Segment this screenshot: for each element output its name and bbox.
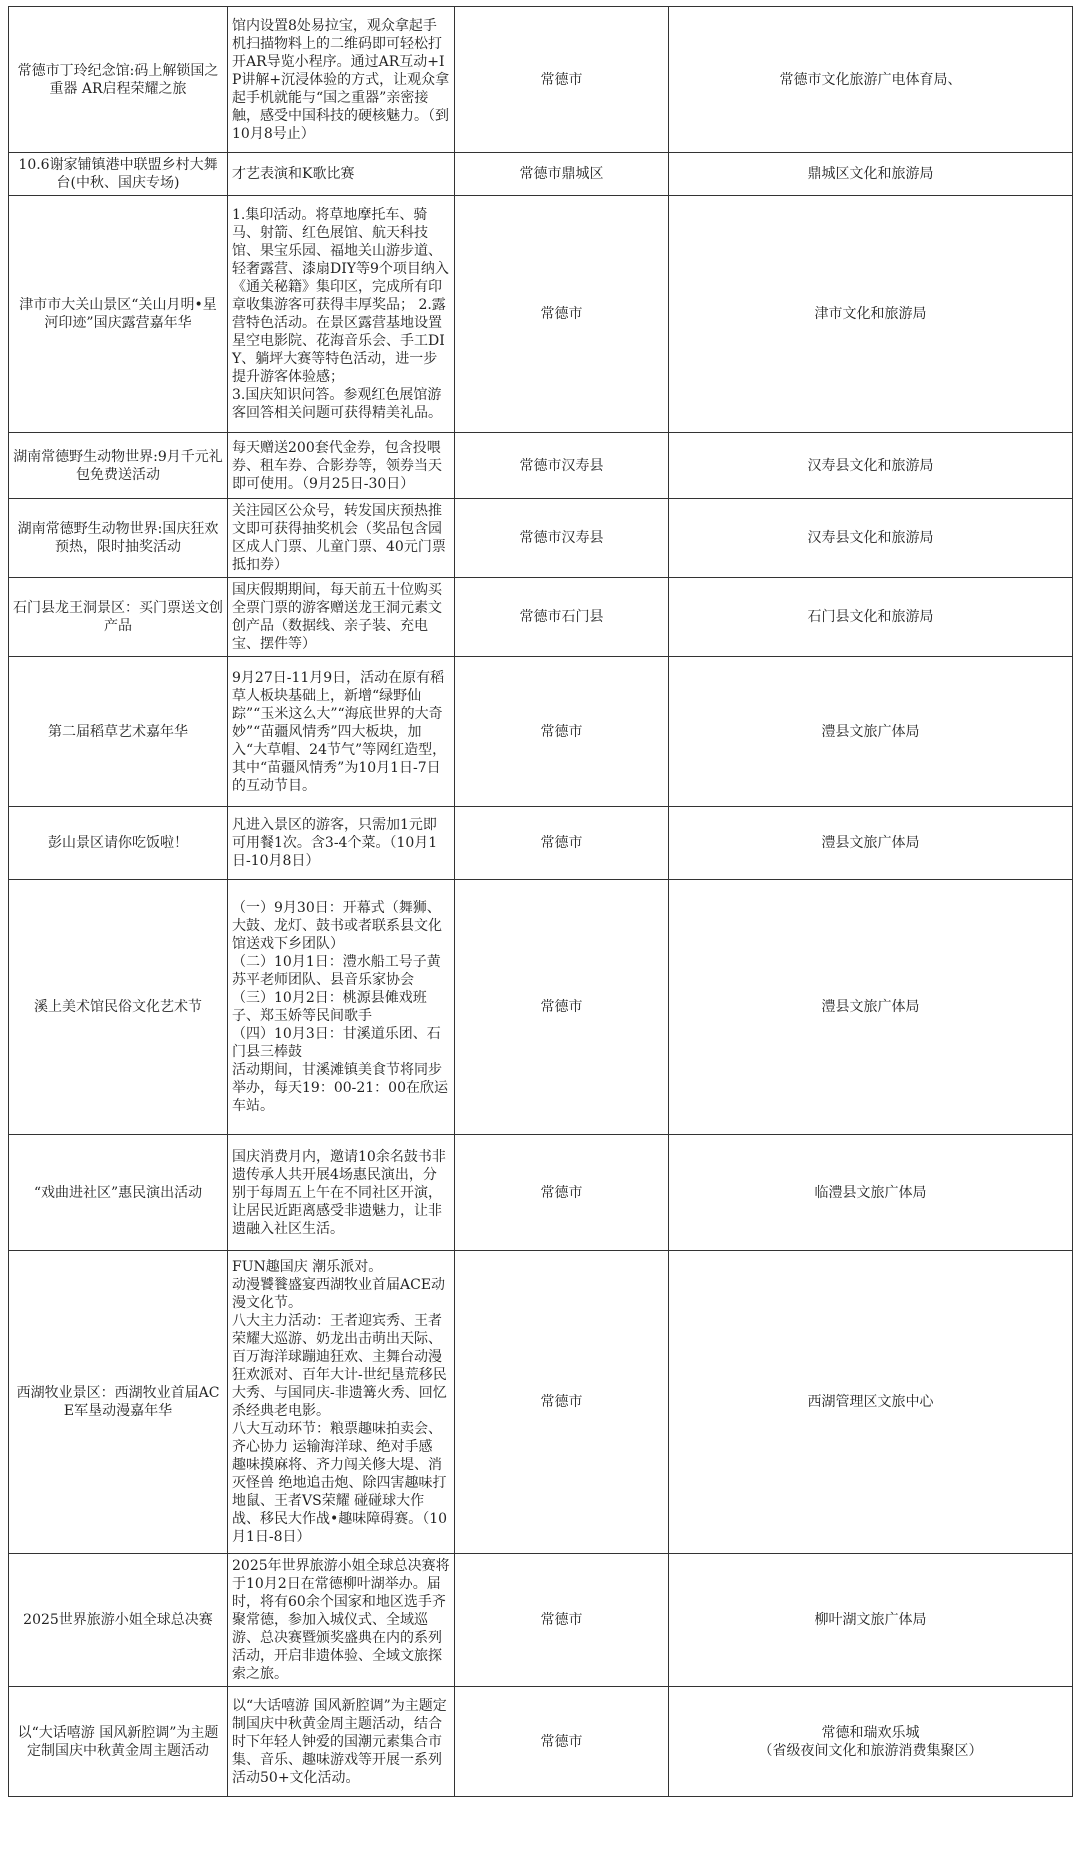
event-description-cell: 馆内设置8处易拉宝，观众拿起手机扫描物料上的二维码即可轻松打开AR导览小程序。通过AR互动+IP讲解+沉浸体验的方式，让观众拿起手机就能与“国之重器”亲密接触，感受中国科技的硬核魅力。（到10月8号止） — [228, 7, 455, 153]
events-table-body — [9, 7, 1073, 1797]
event-location-cell: 常德市 — [455, 1135, 669, 1251]
event-name-cell: 湖南常德野生动物世界:国庆狂欢预热，限时抽奖活动 — [9, 499, 228, 578]
table-row — [9, 153, 1073, 196]
organizer-cell: 临澧县文旅广体局 — [669, 1135, 1073, 1251]
event-location-cell: 常德市石门县 — [455, 578, 669, 657]
table-row — [9, 433, 1073, 499]
table-row — [9, 657, 1073, 807]
event-description-cell: 2025年世界旅游小姐全球总决赛将于10月2日在常德柳叶湖举办。届时，将有60余个国家和地区选手齐聚常德，参加入城仪式、全域巡游、总决赛暨颁奖盛典在内的系列活动，开启非遗体验、全域文旅探索之旅。 — [228, 1554, 455, 1687]
event-name-cell: 彭山景区请你吃饭啦！ — [9, 807, 228, 880]
organizer-cell: 常德和瑞欢乐城 （省级夜间文化和旅游消费集聚区） — [669, 1687, 1073, 1797]
table-row — [9, 1687, 1073, 1797]
table-row — [9, 1554, 1073, 1687]
event-location-cell: 常德市 — [455, 196, 669, 433]
table-row — [9, 807, 1073, 880]
organizer-cell: 西湖管理区文旅中心 — [669, 1251, 1073, 1554]
event-description-cell: 国庆消费月内，邀请10余名鼓书非遗传承人共开展4场惠民演出，分别于每周五上午在不同社区开演，让居民近距离感受非遗魅力，让非遗融入社区生活。 — [228, 1135, 455, 1251]
organizer-cell: 津市文化和旅游局 — [669, 196, 1073, 433]
organizer-cell: 汉寿县文化和旅游局 — [669, 499, 1073, 578]
event-location-cell: 常德市汉寿县 — [455, 499, 669, 578]
organizer-cell: 常德市文化旅游广电体育局、 — [669, 7, 1073, 153]
event-name-cell: 常德市丁玲纪念馆:码上解锁国之重器 AR启程荣耀之旅 — [9, 7, 228, 153]
organizer-cell: 澧县文旅广体局 — [669, 880, 1073, 1135]
organizer-cell: 澧县文旅广体局 — [669, 807, 1073, 880]
organizer-cell: 石门县文化和旅游局 — [669, 578, 1073, 657]
event-location-cell: 常德市 — [455, 807, 669, 880]
event-location-cell: 常德市汉寿县 — [455, 433, 669, 499]
event-description-cell: 以“大话嘻游 国风新腔调”为主题定制国庆中秋黄金周主题活动，结合时下年轻人钟爱的国潮元素集合市集、音乐、趣味游戏等开展一系列活动50+文化活动。 — [228, 1687, 455, 1797]
event-location-cell: 常德市 — [455, 7, 669, 153]
event-description-cell: 每天赠送200套代金券，包含投喂券、租车券、合影券等，领券当天即可使用。（9月25日-30日） — [228, 433, 455, 499]
event-description-cell: 凡进入景区的游客，只需加1元即可用餐1次。含3-4个菜。（10月1日-10月8日） — [228, 807, 455, 880]
table-row — [9, 578, 1073, 657]
table-row — [9, 1251, 1073, 1554]
event-location-cell: 常德市 — [455, 657, 669, 807]
event-description-cell: （一）9月30日：开幕式（舞狮、大鼓、龙灯、鼓书或者联系县文化馆送戏下乡团队） （二）10月1日：澧水船工号子黄苏平老师团队、县音乐家协会 （三）10月2日：桃源县傩戏班子、郑玉娇等民间歌手 （四）10月3日：甘溪道乐团、石门县三棒鼓 活动期间，甘溪滩镇美食节将同步举办，每天19：00-21：00在欣运车站。 — [228, 880, 455, 1135]
event-location-cell: 常德市 — [455, 1251, 669, 1554]
event-description-cell: 关注园区公众号，转发国庆预热推文即可获得抽奖机会（奖品包含园区成人门票、儿童门票、40元门票抵扣券） — [228, 499, 455, 578]
event-name-cell: 2025世界旅游小姐全球总决赛 — [9, 1554, 228, 1687]
event-location-cell: 常德市 — [455, 880, 669, 1135]
event-description-cell: FUN趣国庆 潮乐派对。 动漫饕餮盛宴西湖牧业首届ACE动漫文化节。 八大主力活动：王者迎宾秀、王者荣耀大巡游、奶龙出击萌出天际、百万海洋球蹦迪狂欢、主舞台动漫狂欢派对、百年大计-世纪垦荒移民大秀、与国同庆-非遗篝火秀、回忆杀经典老电影。 八大互动环节：粮票趣味拍卖会、齐心协力 运输海洋球、绝对手感 趣味摸麻将、齐力闯关修大堤、消灭怪兽 绝地追击炮、除四害趣味打地鼠、王者VS荣耀 碰碰球大作战、移民大作战•趣味障碍赛。（10月1日-8日） — [228, 1251, 455, 1554]
organizer-cell: 汉寿县文化和旅游局 — [669, 433, 1073, 499]
event-name-cell: “戏曲进社区”惠民演出活动 — [9, 1135, 228, 1251]
organizer-cell: 鼎城区文化和旅游局 — [669, 153, 1073, 196]
events-table — [8, 6, 1073, 1797]
event-description-cell: 1.集印活动。将草地摩托车、骑马、射箭、红色展馆、航天科技馆、果宝乐园、福地关山游步道、轻奢露营、漆扇DIY等9个项目纳入《通关秘籍》集印区，完成所有印章收集游客可获得丰厚奖品； 2.露营特色活动。在景区露营基地设置星空电影院、花海音乐会、手工DIY、躺坪大赛等特色活动，进一步提升游客体验感； 3.国庆知识问答。参观红色展馆游客回答相关问题可获得精美礼品。 — [228, 196, 455, 433]
event-location-cell: 常德市鼎城区 — [455, 153, 669, 196]
event-name-cell: 10.6谢家铺镇港中联盟乡村大舞台(中秋、国庆专场) — [9, 153, 228, 196]
table-row — [9, 499, 1073, 578]
event-name-cell: 溪上美术馆民俗文化艺术节 — [9, 880, 228, 1135]
event-name-cell: 湖南常德野生动物世界:9月千元礼包免费送活动 — [9, 433, 228, 499]
event-name-cell: 石门县龙王洞景区：买门票送文创产品 — [9, 578, 228, 657]
event-location-cell: 常德市 — [455, 1687, 669, 1797]
event-name-cell: 第二届稻草艺术嘉年华 — [9, 657, 228, 807]
event-location-cell: 常德市 — [455, 1554, 669, 1687]
table-row — [9, 7, 1073, 153]
table-row — [9, 196, 1073, 433]
table-row — [9, 1135, 1073, 1251]
event-description-cell: 才艺表演和K歌比赛 — [228, 153, 455, 196]
event-name-cell: 以“大话嘻游 国风新腔调”为主题定制国庆中秋黄金周主题活动 — [9, 1687, 228, 1797]
event-description-cell: 9月27日-11月9日，活动在原有稻草人板块基础上，新增“绿野仙踪”“玉米这么大”“海底世界的大奇妙”“苗疆风情秀”四大板块，加入“大草帽、24节气”等网红造型，其中“苗疆风情秀”为10月1日-7日的互动节目。 — [228, 657, 455, 807]
event-description-cell: 国庆假期期间，每天前五十位购买全票门票的游客赠送龙王洞元素文创产品（数据线、亲子装、充电宝、摆件等） — [228, 578, 455, 657]
organizer-cell: 澧县文旅广体局 — [669, 657, 1073, 807]
event-name-cell: 西湖牧业景区：西湖牧业首届ACE军垦动漫嘉年华 — [9, 1251, 228, 1554]
event-name-cell: 津市市大关山景区“关山月明•星河印迹”国庆露营嘉年华 — [9, 196, 228, 433]
table-row — [9, 880, 1073, 1135]
organizer-cell: 柳叶湖文旅广体局 — [669, 1554, 1073, 1687]
